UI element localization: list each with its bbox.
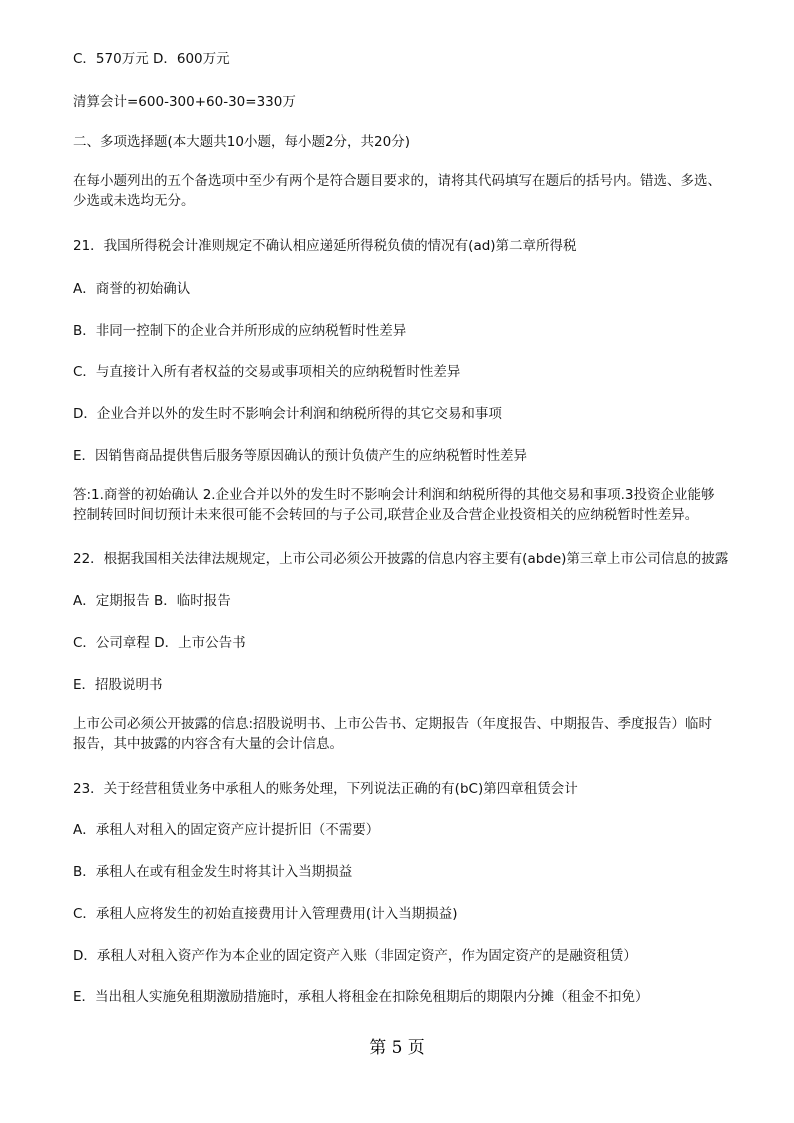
question-23: 23．关于经营租赁业务中承租人的账务处理，下列说法正确的有(bC)第四章租赁会计	[73, 781, 578, 797]
option-23-a: A．承租人对租入的固定资产应计提折旧（不需要）	[73, 822, 380, 838]
answer-22: 上市公司必须公开披露的信息:招股说明书、上市公告书、定期报告（年度报告、中期报告、季度报告）临时报告，其中披露的内容含有大量的会计信息。	[73, 716, 713, 752]
answer-21: 答:1.商誉的初始确认 2.企业合并以外的发生时不影响会计利润和纳税所得的其他交易和事项.3投资企业能够控制转回时间切预计未来很可能不会转回的与子公司,联营企业及合营企业投资相关的应纳税暂时性差异。	[73, 487, 715, 523]
option-22-e: E．招股说明书	[73, 677, 163, 693]
option-line: C．570万元 D．600万元	[73, 51, 230, 67]
instructions-paragraph: 在每小题列出的五个备选项中至少有两个是符合题目要求的，请将其代码填写在题后的括号内。错选、多选、少选或未选均无分。	[73, 173, 721, 209]
calculation-line: 清算会计=600-300+60-30=330万	[73, 94, 296, 110]
section-heading: 二、多项选择题(本大题共10小题，每小题2分，共20分)	[73, 134, 410, 150]
question-22: 22．根据我国相关法律法规规定，上市公司必须公开披露的信息内容主要有(abde)第三章上市公司信息的披露	[73, 551, 729, 567]
page-number-footer: 第 5 页	[369, 1038, 425, 1058]
option-22-cd: C．公司章程 D．上市公告书	[73, 635, 246, 651]
option-23-d: D．承租人对租入资产作为本企业的固定资产入账（非固定资产，作为固定资产的是融资租赁）	[73, 948, 637, 964]
option-21-a: A．商誉的初始确认	[73, 281, 191, 297]
option-21-d: D．企业合并以外的发生时不影响会计利润和纳税所得的其它交易和事项	[73, 406, 502, 422]
option-21-e: E．因销售商品提供售后服务等原因确认的预计负债产生的应纳税暂时性差异	[73, 448, 528, 464]
option-23-c: C．承租人应将发生的初始直接费用计入管理费用(计入当期损益)	[73, 906, 458, 922]
option-21-c: C．与直接计入所有者权益的交易或事项相关的应纳税暂时性差异	[73, 364, 461, 380]
option-23-e: E．当出租人实施免租期激励措施时，承租人将租金在扣除免租期后的期限内分摊（租金不扣免）	[73, 989, 649, 1005]
option-22-ab: A．定期报告 B．临时报告	[73, 593, 231, 609]
option-23-b: B．承租人在或有租金发生时将其计入当期损益	[73, 864, 353, 880]
question-21: 21．我国所得税会计准则规定不确认相应递延所得税负债的情况有(ad)第二章所得税	[73, 238, 577, 254]
option-21-b: B．非同一控制下的企业合并所形成的应纳税暂时性差异	[73, 323, 407, 339]
